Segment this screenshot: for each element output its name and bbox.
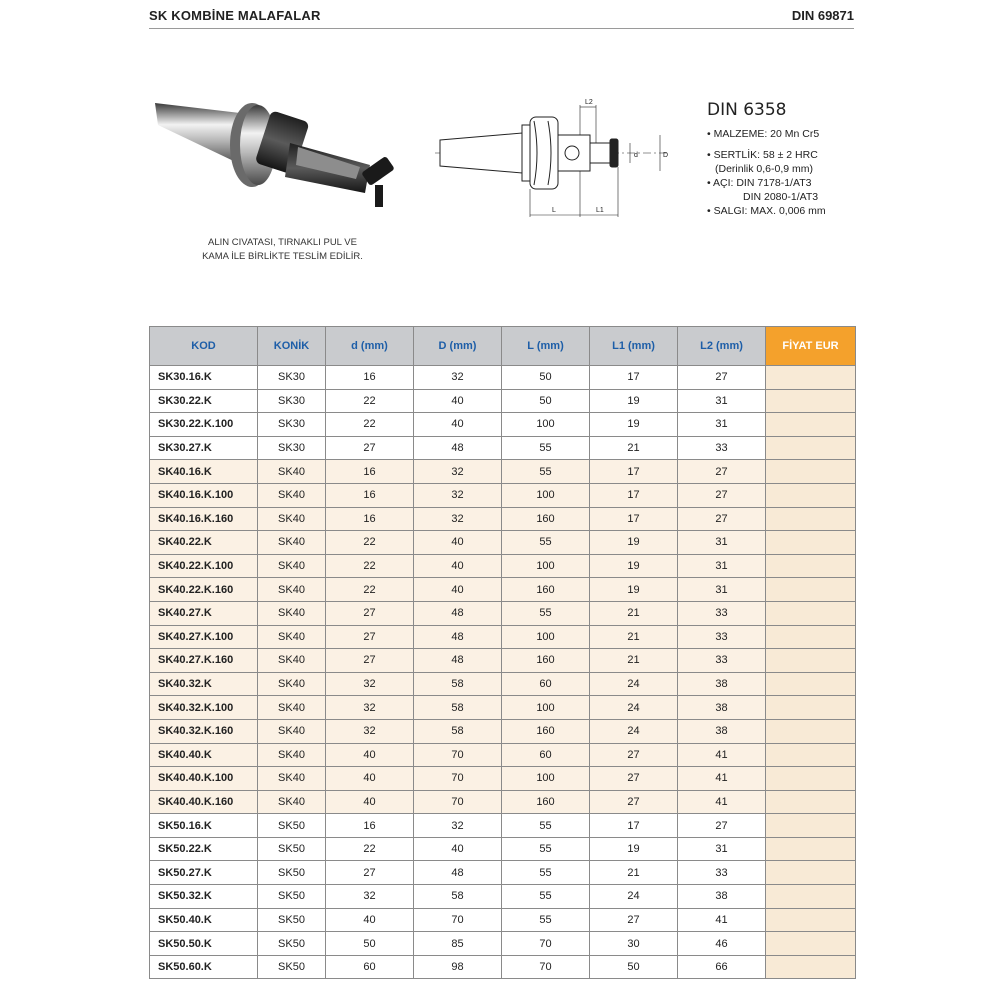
- cell-konik: SK50: [258, 908, 326, 932]
- spec-standard: DIN 6358: [707, 100, 787, 120]
- cell-konik: SK40: [258, 767, 326, 791]
- cell-l: 100: [502, 554, 590, 578]
- cell-kod: SK30.22.K: [150, 389, 258, 413]
- product-photo: [150, 85, 410, 220]
- table-row: [150, 436, 856, 460]
- cell-l2: 31: [678, 578, 766, 602]
- cell-konik: SK40: [258, 625, 326, 649]
- cell-l: 160: [502, 507, 590, 531]
- cell-l: 60: [502, 672, 590, 696]
- table-row: [150, 625, 856, 649]
- cell-D: 32: [414, 483, 502, 507]
- cell-l: 55: [502, 460, 590, 484]
- cell-kod: SK40.27.K.160: [150, 649, 258, 673]
- cell-d: 16: [326, 483, 414, 507]
- cell-l: 100: [502, 767, 590, 791]
- col-header-price: FİYAT EUR: [766, 327, 856, 366]
- table-row: [150, 413, 856, 437]
- cell-l2: 33: [678, 649, 766, 673]
- table-row: [150, 861, 856, 885]
- cell-konik: SK40: [258, 696, 326, 720]
- cell-l: 160: [502, 649, 590, 673]
- table-row: [150, 601, 856, 625]
- cell-kod: SK40.40.K.160: [150, 790, 258, 814]
- cell-price: [766, 743, 856, 767]
- cell-konik: SK50: [258, 932, 326, 956]
- cell-konik: SK50: [258, 814, 326, 838]
- cell-l1: 19: [590, 531, 678, 555]
- cell-d: 27: [326, 625, 414, 649]
- cell-konik: SK30: [258, 389, 326, 413]
- cell-D: 40: [414, 554, 502, 578]
- cell-l2: 46: [678, 932, 766, 956]
- cell-D: 70: [414, 767, 502, 791]
- cell-l: 100: [502, 483, 590, 507]
- cell-l2: 27: [678, 483, 766, 507]
- cell-price: [766, 790, 856, 814]
- label-d-small: d: [634, 152, 638, 159]
- cell-l1: 19: [590, 837, 678, 861]
- cell-price: [766, 719, 856, 743]
- cell-kod: SK30.22.K.100: [150, 413, 258, 437]
- cell-l1: 17: [590, 814, 678, 838]
- cell-d: 22: [326, 837, 414, 861]
- cell-price: [766, 837, 856, 861]
- table-row: [150, 696, 856, 720]
- cell-l: 160: [502, 790, 590, 814]
- label-l1: L1: [596, 207, 604, 214]
- table-header-row: [150, 327, 856, 366]
- cell-l1: 19: [590, 389, 678, 413]
- cell-l: 55: [502, 531, 590, 555]
- cell-price: [766, 413, 856, 437]
- cell-l: 55: [502, 908, 590, 932]
- cell-D: 70: [414, 790, 502, 814]
- table-row: [150, 460, 856, 484]
- cell-l1: 21: [590, 601, 678, 625]
- cell-d: 32: [326, 696, 414, 720]
- cell-l: 160: [502, 719, 590, 743]
- cell-l1: 19: [590, 578, 678, 602]
- cell-d: 40: [326, 767, 414, 791]
- cell-D: 58: [414, 885, 502, 909]
- cell-price: [766, 507, 856, 531]
- cell-konik: SK40: [258, 578, 326, 602]
- col-header-l1: L1 (mm): [590, 327, 678, 366]
- cell-D: 32: [414, 460, 502, 484]
- col-header-kod: KOD: [150, 327, 258, 366]
- cell-price: [766, 955, 856, 979]
- cell-l: 55: [502, 885, 590, 909]
- cell-l: 50: [502, 366, 590, 390]
- cell-kod: SK40.16.K.160: [150, 507, 258, 531]
- table-row: [150, 389, 856, 413]
- cell-l1: 21: [590, 649, 678, 673]
- cell-kod: SK40.40.K: [150, 743, 258, 767]
- photo-caption: [160, 236, 405, 264]
- cell-l1: 19: [590, 554, 678, 578]
- cell-l: 55: [502, 861, 590, 885]
- cell-D: 40: [414, 578, 502, 602]
- cell-kod: SK50.16.K: [150, 814, 258, 838]
- col-header-l: L (mm): [502, 327, 590, 366]
- cell-l2: 41: [678, 743, 766, 767]
- cell-price: [766, 460, 856, 484]
- cell-D: 32: [414, 507, 502, 531]
- cell-konik: SK50: [258, 885, 326, 909]
- cell-konik: SK40: [258, 460, 326, 484]
- cell-price: [766, 625, 856, 649]
- table-row: [150, 649, 856, 673]
- table-row: [150, 483, 856, 507]
- cell-price: [766, 672, 856, 696]
- label-d-big: D: [663, 152, 669, 159]
- cell-price: [766, 908, 856, 932]
- cell-l: 55: [502, 837, 590, 861]
- table-row: [150, 767, 856, 791]
- cell-d: 16: [326, 507, 414, 531]
- cell-konik: SK40: [258, 743, 326, 767]
- col-header-d: d (mm): [326, 327, 414, 366]
- cell-konik: SK40: [258, 672, 326, 696]
- cell-D: 40: [414, 413, 502, 437]
- col-header-l2: L2 (mm): [678, 327, 766, 366]
- cell-l2: 27: [678, 507, 766, 531]
- cell-kod: SK50.27.K: [150, 861, 258, 885]
- cell-kod: SK40.16.K: [150, 460, 258, 484]
- cell-kod: SK50.50.K: [150, 932, 258, 956]
- cell-D: 32: [414, 814, 502, 838]
- spec-hardness-depth: (Derinlik 0,6-0,9 mm): [715, 163, 814, 175]
- cell-D: 40: [414, 837, 502, 861]
- cell-l1: 17: [590, 366, 678, 390]
- cell-d: 27: [326, 861, 414, 885]
- cell-l2: 38: [678, 719, 766, 743]
- cell-d: 22: [326, 531, 414, 555]
- cell-l2: 27: [678, 460, 766, 484]
- cell-l1: 27: [590, 743, 678, 767]
- table-row: [150, 908, 856, 932]
- cell-l2: 33: [678, 861, 766, 885]
- spec-runout: • SALGI: MAX. 0,006 mm: [707, 205, 826, 217]
- cell-l2: 27: [678, 814, 766, 838]
- cell-l2: 41: [678, 767, 766, 791]
- cell-konik: SK40: [258, 649, 326, 673]
- cell-kod: SK40.22.K.100: [150, 554, 258, 578]
- spec-hardness: • SERTLİK: 58 ± 2 HRC: [707, 149, 818, 161]
- cell-kod: SK40.16.K.100: [150, 483, 258, 507]
- cell-D: 58: [414, 672, 502, 696]
- cell-price: [766, 861, 856, 885]
- cell-price: [766, 578, 856, 602]
- cell-D: 85: [414, 932, 502, 956]
- spec-angle: • AÇI: DIN 7178-1/AT3: [707, 177, 812, 189]
- label-l2: L2: [585, 99, 593, 106]
- cell-l2: 41: [678, 908, 766, 932]
- cell-konik: SK40: [258, 483, 326, 507]
- cell-l1: 17: [590, 483, 678, 507]
- table-row: [150, 578, 856, 602]
- cell-konik: SK40: [258, 601, 326, 625]
- cell-kod: SK40.40.K.100: [150, 767, 258, 791]
- cell-l2: 38: [678, 885, 766, 909]
- cell-d: 32: [326, 719, 414, 743]
- cell-price: [766, 554, 856, 578]
- cell-d: 32: [326, 885, 414, 909]
- table-row: [150, 955, 856, 979]
- spec-block: [707, 100, 867, 218]
- cell-l2: 33: [678, 625, 766, 649]
- label-l: L: [552, 207, 556, 214]
- cell-D: 48: [414, 649, 502, 673]
- cell-konik: SK40: [258, 507, 326, 531]
- spec-angle-2: DIN 2080-1/AT3: [743, 191, 819, 203]
- cell-D: 32: [414, 366, 502, 390]
- cell-l1: 24: [590, 885, 678, 909]
- cell-kod: SK50.32.K: [150, 885, 258, 909]
- table-row: [150, 531, 856, 555]
- cell-d: 27: [326, 601, 414, 625]
- cell-d: 16: [326, 814, 414, 838]
- cell-price: [766, 389, 856, 413]
- table-row: [150, 554, 856, 578]
- cell-D: 48: [414, 861, 502, 885]
- table-row: [150, 743, 856, 767]
- cell-price: [766, 483, 856, 507]
- cell-konik: SK50: [258, 861, 326, 885]
- cell-l1: 21: [590, 861, 678, 885]
- cell-d: 40: [326, 790, 414, 814]
- cell-kod: SK50.40.K: [150, 908, 258, 932]
- cell-l2: 38: [678, 672, 766, 696]
- header-divider: [149, 28, 854, 29]
- cell-l: 70: [502, 932, 590, 956]
- table-row: [150, 790, 856, 814]
- cell-price: [766, 366, 856, 390]
- cell-price: [766, 932, 856, 956]
- cell-kod: SK40.27.K.100: [150, 625, 258, 649]
- cell-kod: SK40.32.K.160: [150, 719, 258, 743]
- cell-D: 40: [414, 531, 502, 555]
- cell-l: 55: [502, 814, 590, 838]
- cell-D: 70: [414, 908, 502, 932]
- cell-kod: SK40.22.K.160: [150, 578, 258, 602]
- cell-D: 40: [414, 389, 502, 413]
- table-row: [150, 366, 856, 390]
- cell-konik: SK30: [258, 436, 326, 460]
- cell-d: 40: [326, 743, 414, 767]
- table-row: [150, 719, 856, 743]
- cell-D: 70: [414, 743, 502, 767]
- cell-l: 70: [502, 955, 590, 979]
- table-row: [150, 932, 856, 956]
- cell-price: [766, 649, 856, 673]
- cell-l2: 33: [678, 436, 766, 460]
- cell-D: 48: [414, 601, 502, 625]
- cell-d: 22: [326, 389, 414, 413]
- cell-D: 58: [414, 696, 502, 720]
- cell-kod: SK30.27.K: [150, 436, 258, 460]
- cell-konik: SK40: [258, 531, 326, 555]
- cell-l: 50: [502, 389, 590, 413]
- cell-l2: 66: [678, 955, 766, 979]
- cell-l1: 27: [590, 908, 678, 932]
- caption-line-1: ALIN CIVATASI, TIRNAKLI PUL VE: [208, 237, 357, 248]
- cell-price: [766, 696, 856, 720]
- cell-kod: SK40.27.K: [150, 601, 258, 625]
- cell-l2: 27: [678, 366, 766, 390]
- cell-konik: SK50: [258, 837, 326, 861]
- cell-d: 50: [326, 932, 414, 956]
- product-table: [149, 326, 856, 979]
- col-header-D: D (mm): [414, 327, 502, 366]
- cell-d: 16: [326, 366, 414, 390]
- cell-kod: SK40.22.K: [150, 531, 258, 555]
- cell-kod: SK50.60.K: [150, 955, 258, 979]
- cell-l2: 31: [678, 389, 766, 413]
- table-row: [150, 507, 856, 531]
- cell-l2: 41: [678, 790, 766, 814]
- cell-d: 22: [326, 554, 414, 578]
- cell-l: 55: [502, 436, 590, 460]
- cell-l1: 17: [590, 460, 678, 484]
- cell-d: 22: [326, 413, 414, 437]
- cell-price: [766, 885, 856, 909]
- standard-code: DIN 69871: [791, 8, 854, 23]
- table-row: [150, 885, 856, 909]
- cell-l1: 21: [590, 436, 678, 460]
- cell-l1: 17: [590, 507, 678, 531]
- cell-l: 160: [502, 578, 590, 602]
- table-row: [150, 814, 856, 838]
- cell-d: 60: [326, 955, 414, 979]
- cell-konik: SK30: [258, 413, 326, 437]
- cell-price: [766, 767, 856, 791]
- cell-konik: SK40: [258, 554, 326, 578]
- cell-d: 40: [326, 908, 414, 932]
- cell-l2: 31: [678, 413, 766, 437]
- table-row: [150, 837, 856, 861]
- cell-D: 98: [414, 955, 502, 979]
- cell-l1: 24: [590, 672, 678, 696]
- cell-l2: 31: [678, 554, 766, 578]
- cell-price: [766, 436, 856, 460]
- cell-l1: 24: [590, 696, 678, 720]
- cell-l2: 33: [678, 601, 766, 625]
- cell-kod: SK40.32.K.100: [150, 696, 258, 720]
- cell-konik: SK40: [258, 719, 326, 743]
- cell-kod: SK40.32.K: [150, 672, 258, 696]
- cell-price: [766, 601, 856, 625]
- cell-d: 22: [326, 578, 414, 602]
- cell-l1: 21: [590, 625, 678, 649]
- cell-l2: 38: [678, 696, 766, 720]
- cell-price: [766, 814, 856, 838]
- cell-l: 100: [502, 625, 590, 649]
- cell-l: 100: [502, 413, 590, 437]
- cell-d: 16: [326, 460, 414, 484]
- cell-l1: 30: [590, 932, 678, 956]
- page-title: SK KOMBİNE MALAFALAR: [149, 8, 321, 23]
- cell-l1: 27: [590, 767, 678, 791]
- cell-l2: 31: [678, 531, 766, 555]
- cell-l1: 24: [590, 719, 678, 743]
- cell-l1: 19: [590, 413, 678, 437]
- cell-kod: SK30.16.K: [150, 366, 258, 390]
- cell-d: 27: [326, 436, 414, 460]
- cell-l1: 50: [590, 955, 678, 979]
- cell-konik: SK40: [258, 790, 326, 814]
- cell-d: 27: [326, 649, 414, 673]
- cell-l: 55: [502, 601, 590, 625]
- col-header-konik: KONİK: [258, 327, 326, 366]
- cell-konik: SK30: [258, 366, 326, 390]
- cell-D: 48: [414, 625, 502, 649]
- cell-D: 48: [414, 436, 502, 460]
- cell-konik: SK50: [258, 955, 326, 979]
- cell-kod: SK50.22.K: [150, 837, 258, 861]
- cell-l1: 27: [590, 790, 678, 814]
- cell-d: 32: [326, 672, 414, 696]
- cell-price: [766, 531, 856, 555]
- cell-l2: 31: [678, 837, 766, 861]
- cell-D: 58: [414, 719, 502, 743]
- cell-l: 60: [502, 743, 590, 767]
- technical-drawing: [430, 95, 675, 225]
- spec-material: • MALZEME: 20 Mn Cr5: [707, 128, 820, 140]
- table-row: [150, 672, 856, 696]
- caption-line-2: KAMA İLE BİRLİKTE TESLİM EDİLİR.: [202, 251, 363, 262]
- cell-l: 100: [502, 696, 590, 720]
